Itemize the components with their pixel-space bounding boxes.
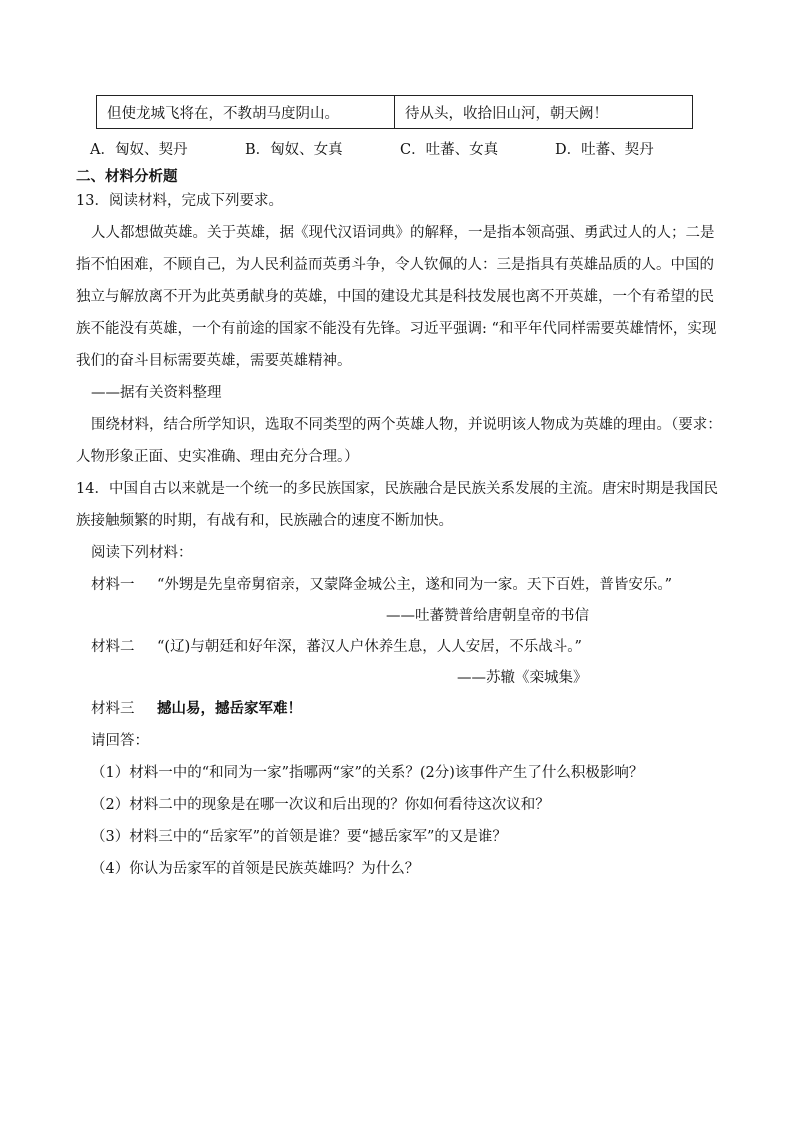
material-2-text: “(辽)与朝廷和好年深，蕃汉人户休养生息，人人安居，不乐战斗。” — [157, 639, 582, 655]
material-3-label: 材料三 — [91, 701, 135, 717]
sub-question-3: （3）材料三中的“岳家军”的首领是谁？要“撼岳家军”的又是谁？ — [91, 829, 507, 845]
q14-stem-line: 14．中国自古以来就是一个统一的多民族国家，民族融合是民族关系发展的主流。唐宋时期是我国民 — [76, 481, 718, 497]
q13-para-line: 人人都想做英雄。关于英雄，据《现代汉语词典》的解释，一是指本领高强、勇武过人的人；二是 — [91, 225, 715, 241]
poem-cell-left: 但使龙城飞将在，不教胡马度阴山。 — [97, 96, 395, 128]
material-1-label: 材料一 — [91, 577, 135, 593]
poem-cell-right: 待从头，收拾旧山河，朝天阙！ — [405, 105, 608, 122]
poem-table — [96, 95, 693, 129]
q13-para-line: 我们的奋斗目标需要英雄，需要英雄精神。 — [76, 353, 352, 369]
option-b: B．匈奴、女真 — [245, 142, 343, 158]
answer-prompt: 请回答： — [91, 733, 149, 749]
option-a: A．匈奴、契丹 — [90, 142, 188, 158]
material-2-label: 材料二 — [91, 639, 135, 655]
material-1-text: “外甥是先皇帝舅宿亲，又蒙降金城公主，遂和同为一家。天下百姓，普皆安乐。” — [157, 577, 673, 593]
sub-question-2: （2）材料二中的现象是在哪一次议和后出现的？你如何看待这次议和？ — [91, 797, 550, 813]
q13-para-line: 指不怕困难，不顾自己，为人民利益而英勇斗争，令人钦佩的人：三是指具有英雄品质的人。中国的 — [76, 257, 714, 273]
q14-stem-line: 族接触频繁的时期，有战有和，民族融合的速度不断加快。 — [76, 513, 453, 529]
sub-question-1: （1）材料一中的“和同为一家”指哪两“家”的关系？(2分)该事件产生了什么积极影响？ — [91, 765, 644, 781]
q13-para-line: 独立与解放离不开为此英勇献身的英雄，中国的建设尤其是科技发展也离不开英雄，一个有希望的民 — [76, 289, 714, 305]
option-c: C．吐蕃、女真 — [400, 142, 499, 158]
q14-read-prompt: 阅读下列材料： — [91, 545, 193, 561]
material-1-source: ——吐蕃赞普给唐朝皇帝的书信 — [386, 608, 589, 624]
option-d: D．吐蕃、契丹 — [555, 142, 654, 158]
material-2-source: ——苏辙《栾城集》 — [457, 670, 588, 686]
q13-task-line: 人物形象正面、史实准确、理由充分合理。） — [76, 449, 359, 465]
material-3-text: 撼山易，撼岳家军难！ — [157, 700, 302, 717]
q13-para-line: 族不能没有英雄，一个有前途的国家不能没有先锋。习近平强调: “和平年代同样需要英雄情怀，实现 — [76, 321, 717, 337]
q13-source: ——据有关资料整理 — [91, 385, 222, 401]
sub-question-4: （4）你认为岳家军的首领是民族英雄吗？为什么？ — [91, 861, 420, 877]
section-title: 二、材料分析题 — [76, 169, 178, 185]
q13-task-line: 围绕材料，结合所学知识，选取不同类型的两个英雄人物，并说明该人物成为英雄的理由。（要求： — [91, 417, 722, 433]
q13-stem: 13．阅读材料，完成下列要求。 — [76, 193, 283, 209]
